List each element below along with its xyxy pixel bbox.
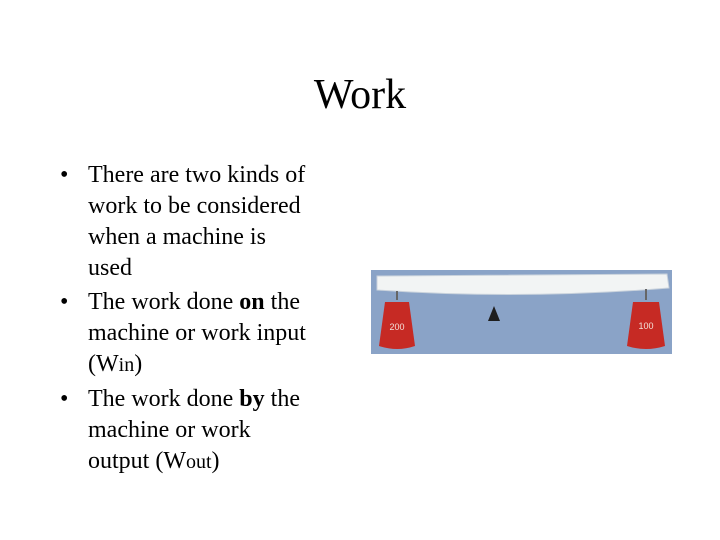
slide-title-text: Work	[313, 72, 407, 118]
bullet-icon: •	[60, 162, 69, 188]
emphasis-by: by	[239, 386, 265, 412]
lever-illustration	[371, 270, 672, 354]
subscript-in: in	[118, 354, 135, 376]
subscript-out: out	[185, 451, 212, 473]
right-weight-label: 100	[638, 321, 654, 331]
text-run: )	[134, 351, 143, 377]
lever-balance-image	[371, 270, 672, 354]
bullet-list	[60, 160, 360, 481]
bullet-line	[88, 349, 360, 381]
bullet-line: machine or work input	[88, 320, 306, 346]
bullet-item	[60, 384, 360, 478]
bullet-line: work to be considered	[88, 193, 301, 219]
bullet-line: machine or work	[88, 417, 251, 443]
bullet-line	[88, 287, 360, 318]
bullet-line: used	[88, 255, 132, 281]
bullet-line	[88, 446, 360, 478]
lever-beam	[377, 274, 669, 295]
bullet-line	[88, 384, 360, 415]
text-run: The work done	[88, 289, 240, 315]
text-run: (W	[88, 351, 119, 377]
bullet-item	[60, 160, 360, 284]
text-run: The work done	[88, 386, 240, 412]
text-run: the	[264, 386, 300, 412]
bullet-icon: •	[60, 289, 69, 315]
bullet-line: There are two kinds of	[88, 162, 306, 188]
left-weight-label: 200	[389, 322, 405, 332]
slide-title	[0, 70, 720, 120]
bullet-item	[60, 287, 360, 381]
emphasis-on: on	[239, 289, 265, 315]
text-run: output (W	[88, 448, 186, 474]
bullet-icon: •	[60, 386, 69, 412]
text-run: )	[211, 448, 220, 474]
text-run: the	[264, 289, 300, 315]
bullet-line: when a machine is	[88, 224, 266, 250]
